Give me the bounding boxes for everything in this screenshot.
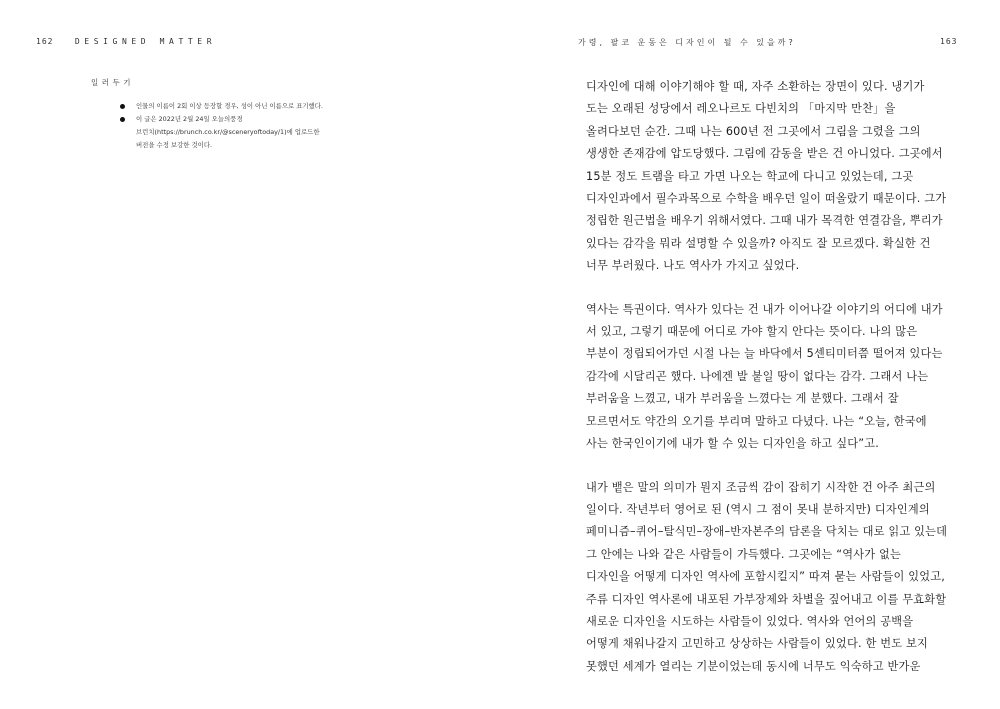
text-line: 너무 부러웠다. 나도 역사가 가지고 싶었다. bbox=[586, 259, 800, 273]
text-line: 서 있고, 그렇기 때문에 어디로 가야 할지 안다는 뜻이다. 나의 많은 bbox=[586, 325, 918, 339]
text-line: 디자인을 어떻게 디자인 역사에 포함시킬지” 따져 묻는 사람들이 있었고, bbox=[586, 570, 946, 584]
text-line: 새로운 디자인을 시도하는 사람들이 있었다. 역사와 언어의 공백을 bbox=[586, 614, 914, 628]
text-line: 사는 한국인이기에 내가 할 수 있는 디자인을 하고 싶다”고. bbox=[586, 437, 879, 451]
text-line: 디자인에 대해 이야기해야 할 때, 자주 소환하는 장면이 있다. 냉기가 bbox=[586, 80, 925, 93]
text-line: 생생한 존재감에 압도당했다. 그림에 감동을 받은 건 아니었다. 그곳에서 bbox=[586, 147, 943, 161]
note-item bbox=[120, 100, 410, 113]
text-line: 부러움을 느꼈고, 내가 부러움을 느꼈다는 게 분했다. 그래서 잘 bbox=[586, 392, 899, 406]
paragraph bbox=[586, 76, 966, 278]
left-running-title: DESIGNED MATTER bbox=[74, 37, 217, 46]
right-page-number: 163 bbox=[940, 37, 958, 46]
text-line: 감각에 시달리곤 했다. 나에겐 발 붙일 땅이 없다는 감각. 그래서 나는 bbox=[586, 369, 929, 383]
notes-list bbox=[120, 100, 410, 152]
text-line: 그 안에는 나와 같은 사람들이 가득했다. 그곳에는 “역사가 없는 bbox=[586, 547, 901, 561]
left-running-header bbox=[36, 37, 216, 46]
bullet-icon bbox=[120, 104, 125, 109]
text-line: 주류 디자인 역사론에 내포된 가부장제와 차별을 짚어내고 이를 무효화할 bbox=[586, 592, 947, 606]
right-running-title: 가령, 팔코 운동은 디자인이 될 수 있을까? bbox=[578, 38, 796, 47]
bullet-icon bbox=[120, 117, 125, 122]
text-line: 역사는 특권이다. 역사가 있다는 건 내가 이어나갈 이야기의 어디에 내가 bbox=[586, 302, 943, 316]
text-line: 못했던 세계가 열리는 기분이었는데 동시에 너무도 익숙하고 반가운 bbox=[586, 659, 921, 673]
text-line: 일이다. 작년부터 영어로 된 (역시 그 점이 못내 분하지만) 디자인계의 bbox=[586, 502, 930, 516]
notes-title: 일러두기 bbox=[91, 78, 134, 87]
left-page-number: 162 bbox=[36, 37, 54, 46]
note-item bbox=[120, 113, 410, 152]
paragraph bbox=[586, 299, 966, 456]
text-line: 모르면서도 약간의 오기를 부리며 말하고 다녔다. 나는 “오늘, 한국에 bbox=[586, 414, 927, 428]
note-line: 브런치(https://brunch.co.kr/@sceneryoftoday/1)에 업로드한 bbox=[136, 128, 320, 136]
body-text bbox=[586, 76, 966, 699]
text-line: 내가 뱉은 말의 의미가 뭔지 조금씩 감이 잡히기 시작한 건 아주 최근의 bbox=[586, 480, 936, 494]
text-line: 디자인과에서 필수과목으로 수학을 배우던 일이 떠올랐기 때문이다. 그가 bbox=[586, 192, 947, 206]
text-line: 있다는 감각을 뭐라 설명할 수 있을까? 아직도 잘 모르겠다. 확실한 건 bbox=[586, 236, 931, 250]
text-line: 올려다보던 순간. 그때 나는 600년 전 그곳에서 그림을 그렸을 그의 bbox=[586, 124, 921, 138]
note-line: 인물의 이름이 2회 이상 등장할 경우, 성이 아닌 이름으로 표기했다. bbox=[136, 102, 323, 110]
text-line: 정립한 원근법을 배우기 위해서였다. 그때 내가 목격한 연결감을, 뿌리가 bbox=[586, 214, 943, 228]
right-page bbox=[500, 0, 1000, 709]
text-line: 페미니즘–퀴어–탈식민–장애–반자본주의 담론을 닥치는 대로 읽고 있는데 bbox=[586, 525, 948, 539]
text-line: 부분이 정립되어가던 시절 나는 늘 바닥에서 5센티미터쯤 떨어져 있다는 bbox=[586, 347, 943, 361]
text-line: 어떻게 채워나갈지 고민하고 상상하는 사람들이 있었다. 한 번도 보지 bbox=[586, 637, 929, 651]
text-line: 15분 정도 트램을 타고 가면 나오는 학교에 다니고 있었는데, 그곳 bbox=[586, 169, 914, 183]
paragraph bbox=[586, 477, 966, 679]
text-line: 도는 오래된 성당에서 레오나르도 다빈치의 「마지막 만찬」을 bbox=[586, 102, 896, 116]
note-line: 이 글은 2022년 2월 24일 오늘의풍경 bbox=[136, 115, 243, 123]
note-line: 버전을 수정 보강한 것이다. bbox=[136, 141, 213, 149]
